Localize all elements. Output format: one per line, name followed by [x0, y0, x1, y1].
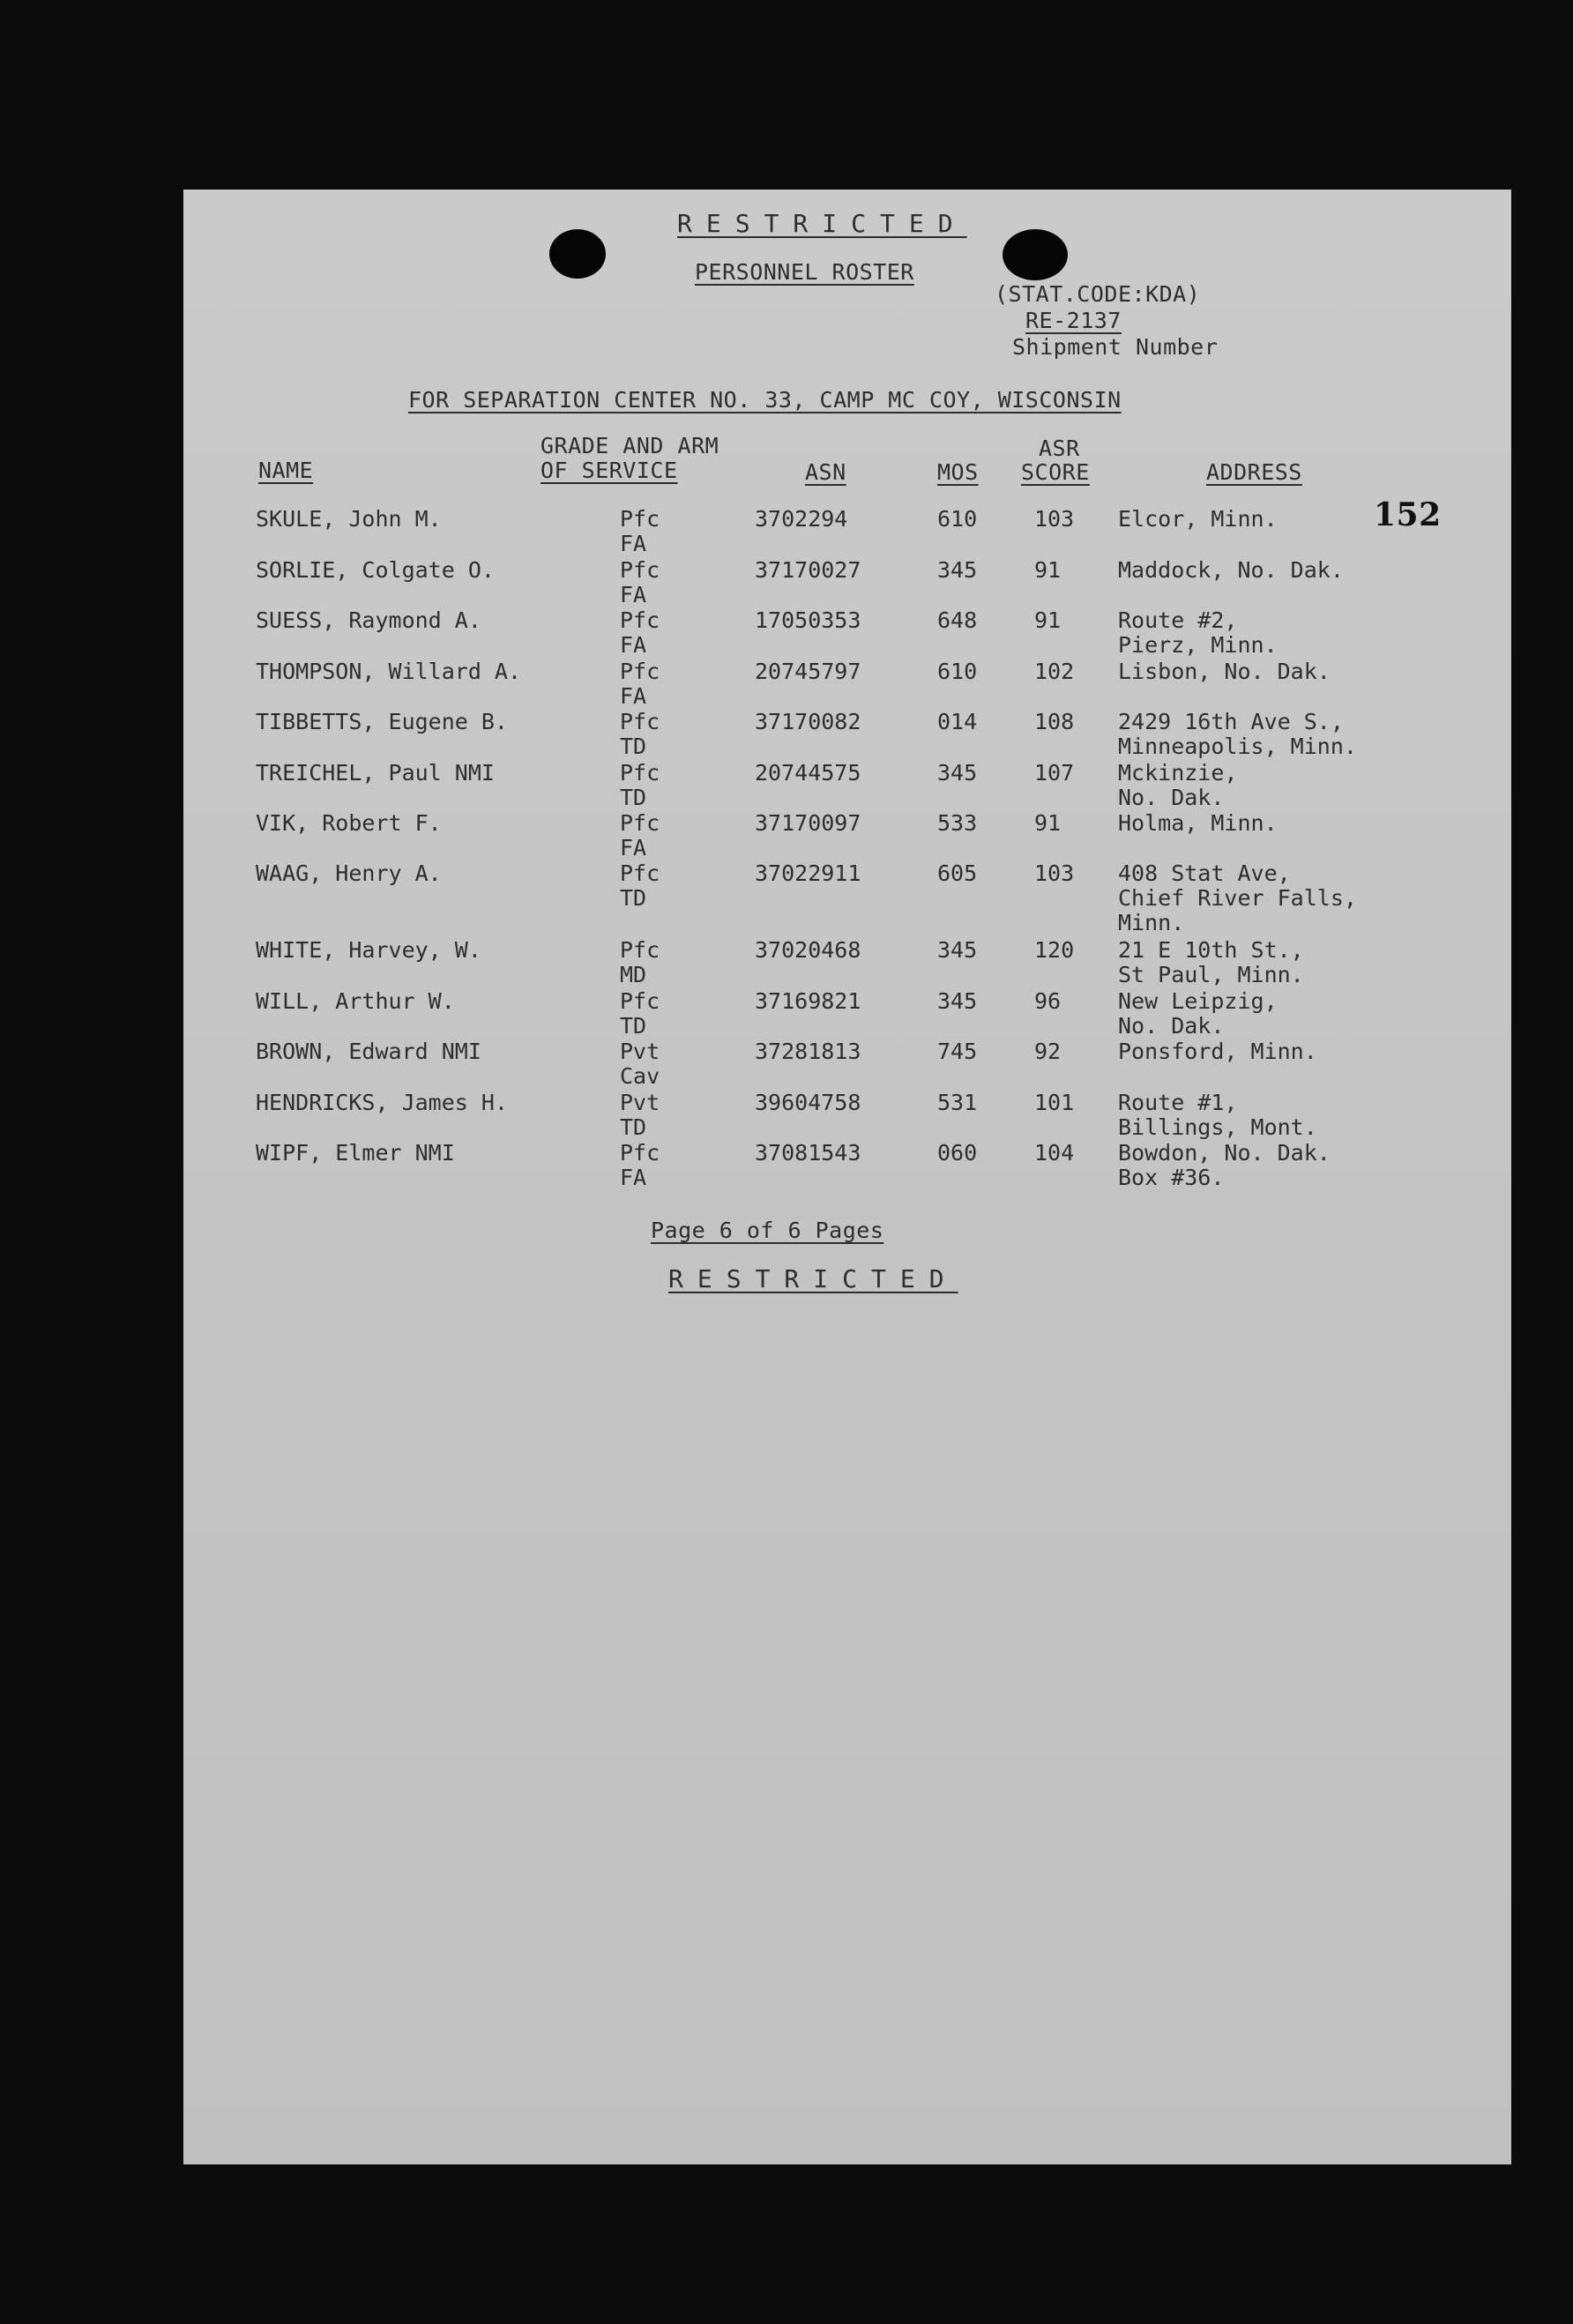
col-grade-line2: OF SERVICE — [540, 458, 678, 483]
cell-mos: 648 — [937, 607, 978, 633]
cell-asn: 37081543 — [755, 1140, 861, 1166]
cell-score: 91 — [1034, 557, 1062, 583]
col-name: NAME — [258, 458, 314, 483]
cell-grade: Pfc — [620, 760, 660, 786]
cell-arm: TD — [620, 1114, 647, 1140]
cell-asn: 37020468 — [755, 937, 861, 963]
punch-hole-left — [549, 229, 606, 279]
cell-asn: 39604758 — [755, 1090, 861, 1115]
cell-grade: Pfc — [620, 1140, 660, 1166]
col-grade-line1: GRADE AND ARM — [540, 433, 719, 458]
stamp-number: 152 — [1374, 496, 1442, 533]
cell-score: 92 — [1034, 1039, 1062, 1064]
cell-address-line: Route #1, — [1118, 1090, 1238, 1115]
cell-asn: 37169821 — [755, 988, 861, 1014]
cell-asn: 20744575 — [755, 760, 861, 786]
cell-mos: 345 — [937, 988, 978, 1014]
cell-score: 107 — [1034, 760, 1075, 786]
restricted-footer: RESTRICTED — [668, 1264, 958, 1293]
cell-grade: Pfc — [620, 860, 660, 886]
cell-asn: 37022911 — [755, 860, 861, 886]
col-mos: MOS — [937, 459, 979, 485]
cell-score: 103 — [1034, 506, 1075, 532]
cell-arm: FA — [620, 531, 647, 556]
cell-mos: 345 — [937, 937, 978, 963]
cell-address-line: Chief River Falls, — [1118, 885, 1357, 911]
cell-name: HENDRICKS, James H. — [256, 1090, 508, 1115]
cell-name: BROWN, Edward NMI — [256, 1039, 481, 1064]
stat-code: (STAT.CODE:KDA) — [995, 281, 1201, 307]
cell-grade: Pfc — [620, 810, 660, 836]
cell-address-line: Maddock, No. Dak. — [1118, 557, 1344, 583]
roster-title: PERSONNEL ROSTER — [695, 259, 914, 285]
cell-score: 96 — [1034, 988, 1062, 1014]
cell-address-line: 408 Stat Ave, — [1118, 860, 1291, 886]
cell-address-line: Minn. — [1118, 910, 1185, 935]
cell-address-line: Holma, Minn. — [1118, 810, 1278, 836]
cell-address-line: Billings, Mont. — [1118, 1114, 1317, 1140]
center-line: FOR SEPARATION CENTER NO. 33, CAMP MC COY, WISCONSIN — [408, 387, 1122, 413]
cell-grade: Pvt — [620, 1090, 660, 1115]
cell-grade: Pvt — [620, 1039, 660, 1064]
cell-address-line: No. Dak. — [1118, 785, 1225, 810]
cell-grade: Pfc — [620, 709, 660, 734]
cell-asn: 20745797 — [755, 659, 861, 684]
cell-asn: 37170027 — [755, 557, 861, 583]
cell-name: VIK, Robert F. — [256, 810, 442, 836]
cell-arm: FA — [620, 582, 647, 607]
cell-score: 108 — [1034, 709, 1075, 734]
cell-address-line: Lisbon, No. Dak. — [1118, 659, 1331, 684]
cell-asn: 37170082 — [755, 709, 861, 734]
cell-arm: MD — [620, 962, 647, 987]
cell-asn: 3702294 — [755, 506, 848, 532]
cell-mos: 531 — [937, 1090, 978, 1115]
cell-grade: Pfc — [620, 607, 660, 633]
cell-score: 101 — [1034, 1090, 1075, 1115]
cell-grade: Pfc — [620, 659, 660, 684]
cell-mos: 060 — [937, 1140, 978, 1166]
cell-address-line: 2429 16th Ave S., — [1118, 709, 1344, 734]
cell-name: WIPF, Elmer NMI — [256, 1140, 455, 1166]
cell-address-line: Mckinzie, — [1118, 760, 1238, 786]
shipment-label: Shipment Number — [1012, 334, 1219, 360]
cell-mos: 345 — [937, 760, 978, 786]
cell-address-line: 21 E 10th St., — [1118, 937, 1304, 963]
cell-score: 91 — [1034, 607, 1062, 633]
cell-arm: TD — [620, 1013, 647, 1039]
cell-asn: 37170097 — [755, 810, 861, 836]
cell-name: WILL, Arthur W. — [256, 988, 455, 1014]
cell-address-line: Elcor, Minn. — [1118, 506, 1278, 532]
cell-address-line: Ponsford, Minn. — [1118, 1039, 1317, 1064]
cell-arm: Cav — [620, 1063, 660, 1089]
cell-address-line: Pierz, Minn. — [1118, 632, 1278, 658]
cell-grade: Pfc — [620, 506, 660, 532]
cell-score: 120 — [1034, 937, 1075, 963]
cell-address-line: Box #36. — [1118, 1165, 1225, 1190]
cell-address-line: St Paul, Minn. — [1118, 962, 1304, 987]
cell-name: SORLIE, Colgate O. — [256, 557, 495, 583]
shipment-number: RE-2137 — [1025, 308, 1122, 333]
page-label: Page 6 of 6 Pages — [651, 1218, 884, 1243]
cell-score: 103 — [1034, 860, 1075, 886]
cell-address-line: New Leipzig, — [1118, 988, 1278, 1014]
col-asr-line1: ASR — [1039, 436, 1080, 461]
cell-arm: FA — [620, 632, 647, 658]
roster-sheet — [183, 190, 1511, 2164]
cell-mos: 345 — [937, 557, 978, 583]
cell-score: 104 — [1034, 1140, 1075, 1166]
cell-address-line: Bowdon, No. Dak. — [1118, 1140, 1331, 1166]
cell-grade: Pfc — [620, 988, 660, 1014]
cell-mos: 610 — [937, 506, 978, 532]
cell-name: TIBBETTS, Eugene B. — [256, 709, 508, 734]
cell-mos: 014 — [937, 709, 978, 734]
punch-hole-right — [1003, 229, 1068, 280]
cell-grade: Pfc — [620, 557, 660, 583]
cell-asn: 37281813 — [755, 1039, 861, 1064]
cell-name: SKULE, John M. — [256, 506, 442, 532]
cell-name: WAAG, Henry A. — [256, 860, 442, 886]
cell-mos: 605 — [937, 860, 978, 886]
cell-mos: 745 — [937, 1039, 978, 1064]
cell-arm: TD — [620, 885, 647, 911]
cell-name: WHITE, Harvey, W. — [256, 937, 481, 963]
cell-address-line: Route #2, — [1118, 607, 1238, 633]
cell-name: THOMPSON, Willard A. — [256, 659, 522, 684]
cell-name: SUESS, Raymond A. — [256, 607, 481, 633]
cell-arm: FA — [620, 683, 647, 709]
cell-score: 91 — [1034, 810, 1062, 836]
cell-address-line: No. Dak. — [1118, 1013, 1225, 1039]
cell-name: TREICHEL, Paul NMI — [256, 760, 495, 786]
cell-arm: TD — [620, 734, 647, 759]
col-asr-line2: SCORE — [1021, 459, 1090, 485]
cell-mos: 533 — [937, 810, 978, 836]
cell-grade: Pfc — [620, 937, 660, 963]
cell-arm: FA — [620, 835, 647, 860]
col-asn: ASN — [805, 459, 846, 485]
cell-score: 102 — [1034, 659, 1075, 684]
cell-arm: FA — [620, 1165, 647, 1190]
cell-mos: 610 — [937, 659, 978, 684]
restricted-header: RESTRICTED — [677, 209, 967, 238]
col-address: ADDRESS — [1206, 459, 1302, 485]
cell-address-line: Minneapolis, Minn. — [1118, 734, 1357, 759]
cell-asn: 17050353 — [755, 607, 861, 633]
cell-arm: TD — [620, 785, 647, 810]
